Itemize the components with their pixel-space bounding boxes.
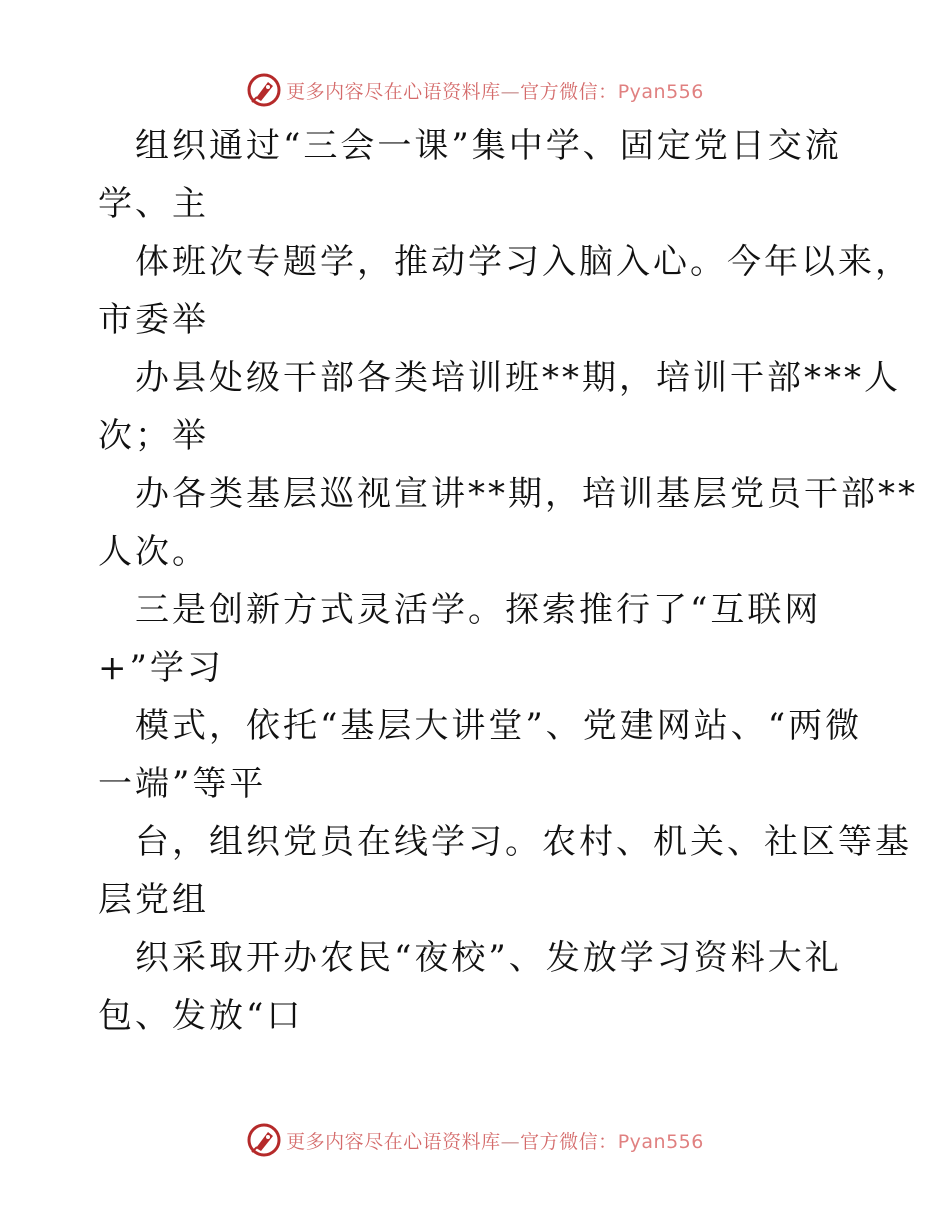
text-line-14: 层党组 [98, 880, 209, 920]
text-line-3: 体班次专题学，推动学习入脑入心。今年以来， [135, 242, 912, 282]
pen-nib-logo-icon [246, 72, 282, 108]
footer-banner [0, 1118, 950, 1162]
text-line-12: 一端”等平 [98, 764, 267, 804]
header-banner-wechat-id: Pyan556 [617, 80, 704, 103]
text-line-8: 人次。 [98, 532, 209, 572]
text-line-16: 包、发放“口 [98, 996, 304, 1036]
footer-banner-main-text: 更多内容尽在心语资料库 [286, 1130, 501, 1153]
footer-banner-text [286, 1127, 704, 1154]
header-banner-text [286, 77, 704, 104]
header-banner-official-label: 官方微信： [520, 80, 618, 103]
text-line-11: 模式，依托“基层大讲堂”、党建网站、“两微 [135, 706, 863, 746]
footer-banner-dash: — [500, 1130, 521, 1153]
text-line-4: 市委举 [98, 300, 209, 340]
text-line-1: 组织通过“三会一课”集中学、固定党日交流 [135, 126, 842, 166]
header-banner-dash: — [500, 80, 521, 103]
text-line-5: 办县处级干部各类培训班**期，培训干部***人 [135, 358, 901, 398]
text-line-7: 办各类基层巡视宣讲**期，培训基层党员干部** [135, 474, 918, 514]
header-banner [0, 68, 950, 112]
footer-banner-wechat-id: Pyan556 [617, 1130, 704, 1153]
text-line-13: 台，组织党员在线学习。农村、机关、社区等基 [135, 822, 912, 862]
text-line-15: 织采取开办农民“夜校”、发放学习资料大礼 [135, 938, 842, 978]
footer-banner-official-label: 官方微信： [520, 1130, 618, 1153]
text-line-6: 次；举 [98, 416, 209, 456]
header-banner-main-text: 更多内容尽在心语资料库 [286, 80, 501, 103]
text-line-9: 三是创新方式灵活学。探索推行了“互联网 [135, 590, 822, 630]
text-line-2: 学、主 [98, 184, 209, 224]
pen-nib-logo-icon [246, 1122, 282, 1158]
text-line-10: +”学习 [98, 648, 224, 688]
